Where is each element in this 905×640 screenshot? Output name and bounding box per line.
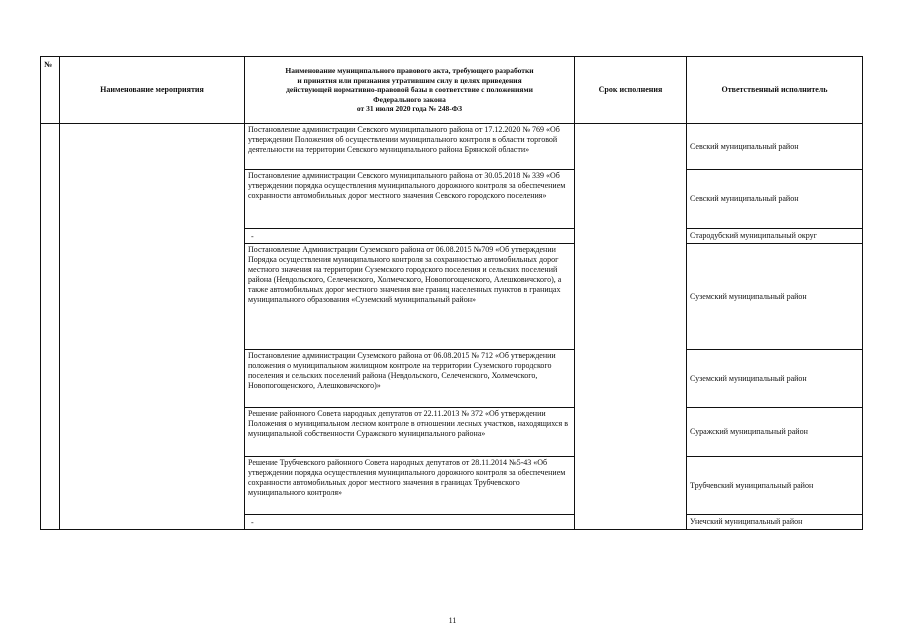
header-legal-act-line: от 31 июля 2020 года № 248-ФЗ	[356, 104, 463, 114]
deadline-cell	[575, 124, 687, 530]
executor-cell: Севский муниципальный район	[687, 170, 863, 229]
header-legal-act-line: и принятия или признания утратившим силу в целях приведения	[297, 75, 522, 85]
header-legal-act	[245, 57, 575, 124]
legal-act-cell: Постановление Администрации Суземского района от 06.08.2015 №709 «Об утверждении Порядка осуществления муниципального контроля за сохранностью автомобильных дорог местного значения на территории Суземского городского поселения и сельских поселений района (Невдольского, Селеченского, Холмечского, Новопогощенского, Алешковичского), а также автомобильных дорог местного значения вне границ населенных пунктов в границах муниципального образования «Суземский муниципальный район»	[245, 244, 575, 350]
document-table	[40, 56, 863, 530]
executor-cell: Севский муниципальный район	[687, 124, 863, 170]
table-row	[41, 124, 863, 170]
header-legal-act-line: Наименование муниципального правового акта, требующего разработки	[285, 66, 534, 76]
executor-cell: Суражский муниципальный район	[687, 408, 863, 457]
executor-cell: Унечский муниципальный район	[687, 515, 863, 530]
header-number: №	[41, 57, 60, 124]
executor-cell: Суземский муниципальный район	[687, 244, 863, 350]
legal-act-cell: Постановление администрации Суземского района от 06.08.2015 № 712 «Об утверждении положения о муниципальном жилищном контроле на территории Суземского городского поселения и сельских поселений района (Невдольского, Селеченского, Холмечского, Новопогощенского, Алешковичского)»	[245, 350, 575, 408]
executor-cell: Суземский муниципальный район	[687, 350, 863, 408]
event-name-cell	[60, 124, 245, 530]
header-legal-act-line: Федерального закона	[373, 94, 446, 104]
header-deadline: Срок исполнения	[575, 57, 687, 124]
table-header-row	[41, 57, 863, 124]
row-number-cell	[41, 124, 60, 530]
legal-act-cell: -	[245, 515, 575, 530]
executor-cell: Стародубский муниципальный округ	[687, 229, 863, 244]
legal-act-cell: -	[245, 229, 575, 244]
header-legal-act-line: действующей нормативно-правовой базы в соответствие с положениями	[286, 85, 533, 95]
header-event-name: Наименование мероприятия	[60, 57, 245, 124]
executor-cell: Трубчевский муниципальный район	[687, 457, 863, 515]
page-number: 11	[448, 616, 457, 625]
header-executor: Ответственный исполнитель	[687, 57, 863, 124]
legal-act-cell: Постановление администрации Севского муниципального района от 30.05.2018 № 339 «Об утверждении порядка осуществления муниципального дорожного контроля за обеспечением сохранности автомобильных дорог местного значения Севского городского поселения»	[245, 170, 575, 229]
legal-act-cell: Постановление администрации Севского муниципального района от 17.12.2020 № 769 «Об утверждении Положения об осуществлении муниципального контроля в области торговой деятельности на территории Севского муниципального района Брянской области»	[245, 124, 575, 170]
legal-act-cell: Решение районного Совета народных депутатов от 22.11.2013 № 372 «Об утверждении Положения о муниципальном лесном контроле в отношении лесных участков, находящихся в муниципальной собственности Суражского муниципального района»	[245, 408, 575, 457]
legal-act-cell: Решение Трубчевского районного Совета народных депутатов от 28.11.2014 №5-43 «Об утверждении порядка осуществления муниципального дорожного контроля за обеспечением сохранности автомобильных дорог местного значения в границах Трубчевского муниципального контроля»	[245, 457, 575, 515]
